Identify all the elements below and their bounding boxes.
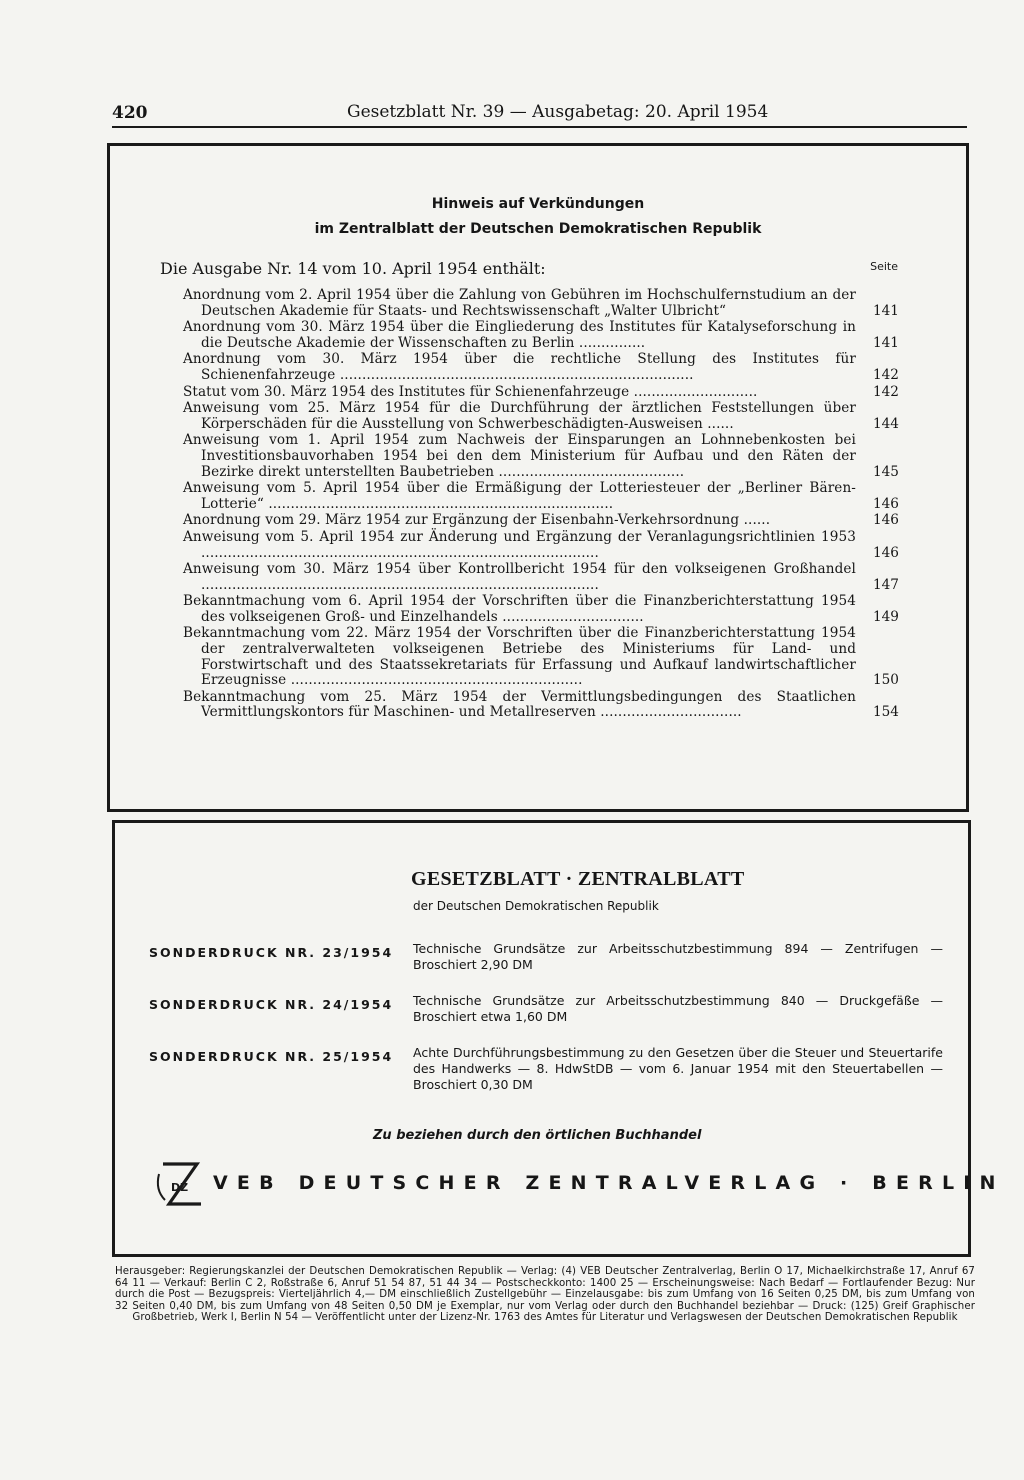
notice-entry-page: 146 <box>873 495 899 512</box>
notice-entry <box>183 401 913 432</box>
notice-entry-page: 142 <box>873 383 899 400</box>
notice-entry-text: Anweisung vom 25. März 1954 für die Durchführung der ärztlichen Feststellungen über Körperschäden für die Ausstellung von Schwerbeschädigten-Ausweisen ...... <box>183 400 856 432</box>
notice-entry-text: Anweisung vom 5. April 1954 über die Ermäßigung der Lotteriesteuer der „Berliner Bären-Lotterie“ .............................................................................. <box>183 480 856 512</box>
publisher-name: VEB DEUTSCHER ZENTRALVERLAG · BERLIN <box>213 1172 1005 1194</box>
page-column-label: Seite <box>870 260 898 273</box>
notice-entry-text: Anordnung vom 30. März 1954 über die Eingliederung des Institutes für Katalyseforschung in die Deutsche Akademie der Wissenschaften zu Berlin ............... <box>183 319 856 351</box>
ad-title: GESETZBLATT · ZENTRALBLATT <box>411 868 745 890</box>
special-print-25 <box>149 1045 944 1101</box>
page-number: 420 <box>112 103 148 123</box>
notice-entry-page: 146 <box>873 544 899 561</box>
notice-entry-page: 154 <box>873 704 899 721</box>
notice-entry-text: Statut vom 30. März 1954 des Institutes für Schienenfahrzeuge ............................ <box>183 383 758 400</box>
special-print-description: Technische Grundsätze zur Arbeitsschutzbestimmung 894 — Zentrifugen — Broschiert 2,90 DM <box>413 941 943 972</box>
notice-entry-text: Bekanntmachung vom 6. April 1954 der Vorschriften über die Finanzberichterstattung 1954 des volkseigenen Groß- und Einzelhandels ................................ <box>183 593 856 625</box>
notice-entry-page: 146 <box>873 512 899 529</box>
svg-text:DZ: DZ <box>171 1181 189 1194</box>
notice-entry-page: 141 <box>873 334 899 351</box>
special-print-description: Technische Grundsätze zur Arbeitsschutzbestimmung 840 — Druckgefäße — Broschiert etwa 1,60 DM <box>413 993 943 1024</box>
notice-entry-text: Anweisung vom 5. April 1954 zur Änderung und Ergänzung der Veranlagungsrichtlinien 1953 .......................................................................................... <box>183 528 856 561</box>
notice-entry-text: Anordnung vom 30. März 1954 über die rechtliche Stellung des Institutes für Schienenfahrzeuge ................................................................................ <box>183 351 856 383</box>
notice-entries <box>183 288 913 722</box>
notice-entry <box>183 594 913 625</box>
page-header <box>112 100 967 128</box>
notice-entry-page: 149 <box>873 608 899 625</box>
notice-entry <box>183 481 913 512</box>
issue-line: Die Ausgabe Nr. 14 vom 10. April 1954 enthält: <box>160 259 546 278</box>
notice-entry-text: Anweisung vom 30. März 1954 über Kontrollbericht 1954 für den volkseigenen Großhandel .......................................................................................... <box>183 561 856 593</box>
notice-entry-page: 142 <box>873 366 899 383</box>
notice-entry-page: 145 <box>873 463 899 480</box>
notice-entry <box>183 562 913 593</box>
ad-subtitle: der Deutschen Demokratischen Republik <box>413 899 659 913</box>
notice-entry-page: 141 <box>873 302 899 319</box>
special-print-description: Achte Durchführungsbestimmung zu den Gesetzen über die Steuer und Steuertarife des Handwerks — 8. HdwStDB — vom 6. Januar 1954 mit den Steuertabellen — Broschiert 0,30 DM <box>413 1045 943 1092</box>
header-title: Gesetzblatt Nr. 39 — Ausgabetag: 20. April 1954 <box>347 102 769 122</box>
notice-entry <box>183 288 913 319</box>
notice-entry-text: Anordnung vom 2. April 1954 über die Zahlung von Gebühren im Hochschulfernstudium an der Deutschen Akademie für Staats- und Rechtswissenschaft „Walter Ulbricht“ <box>183 287 856 319</box>
notice-entry-text: Anordnung vom 29. März 1954 zur Ergänzung der Eisenbahn-Verkehrsordnung ...... <box>183 512 771 529</box>
notice-entry-text: Bekanntmachung vom 25. März 1954 der Vermittlungsbedingungen des Staatlichen Vermittlungskontors für Maschinen- und Metallreserven ................................ <box>183 688 856 721</box>
notice-entry <box>183 530 913 561</box>
special-print-label: SONDERDRUCK NR. 23/1954 <box>149 945 394 960</box>
notice-entry <box>183 385 913 401</box>
notice-entry-text: Anweisung vom 1. April 1954 zum Nachweis der Einsparungen an Lohnnebenkosten bei Investitionsbauvorhaben 1954 bei den dem Ministerium für Aufbau und den Räten der Bezirke direkt unterstellten Baubetrieben .......................................... <box>183 432 856 480</box>
publisher-logo <box>153 1160 205 1208</box>
special-print-23 <box>149 941 944 981</box>
notice-entry <box>183 320 913 351</box>
notice-entry <box>183 433 913 480</box>
special-print-label: SONDERDRUCK NR. 25/1954 <box>149 1049 394 1064</box>
notice-title: Hinweis auf Verkündungen <box>431 196 645 212</box>
special-print-24 <box>149 993 944 1033</box>
notice-entry <box>183 352 913 383</box>
notice-entry-text: Bekanntmachung vom 22. März 1954 der Vorschriften über die Finanzberichterstattung 1954 der zentralverwalteten volkseigenen Betriebe des Ministeriums für Land- und Forstwirtschaft und des Staatssekretariats für Erfassung und Aufkauf landwirtschaftlicher Erzeugnisse .................................................................. <box>183 625 856 689</box>
availability-note: Zu beziehen durch den örtlichen Buchhandel <box>373 1128 702 1143</box>
special-print-label: SONDERDRUCK NR. 24/1954 <box>149 997 394 1012</box>
notice-entry <box>183 626 913 688</box>
advertisement-box <box>112 820 1005 1257</box>
notice-box <box>107 143 969 812</box>
imprint: Herausgeber: Regierungskanzlei der Deutschen Demokratischen Republik — Verlag: (4) VEB Deutscher Zentralverlag, Berlin O 17, Michaelkirchstraße 17, Anruf 67 64 11 — Verkauf: Berlin C 2, Roßstraße 6, Anruf 51 54 87, 51 44 34 — Postscheckkonto: 1400 25 — Erscheinungsweise: Nach Bedarf — Fortlaufender Bezug: Nur durch die Post — Bezugspreis: Vierteljährlich 4,— DM einschließlich Zustellgebühr — Einzelausgabe: bis zum Umfang von 16 Seiten 0,25 DM, bis zum Umfang von 32 Seiten 0,40 DM, bis zum Umfang von 48 Seiten 0,50 DM je Exemplar, nur vom Verlag oder durch den Buchhandel beziehbar — Druck: (125) Greif Graphischer Großbetrieb, Werk I, Berlin N 54 — Veröffentlicht unter der Lizenz-Nr. 1763 des Amtes für Literatur und Verlagswesen der Deutschen Demokratischen Republik <box>115 1266 975 1324</box>
notice-entry-page: 144 <box>873 415 899 432</box>
notice-entry-page: 150 <box>873 672 899 689</box>
notice-entry-page: 147 <box>873 576 899 593</box>
notice-entry <box>183 690 913 721</box>
notice-entry <box>183 513 913 529</box>
notice-subtitle: im Zentralblatt der Deutschen Demokratischen Republik <box>314 221 762 237</box>
